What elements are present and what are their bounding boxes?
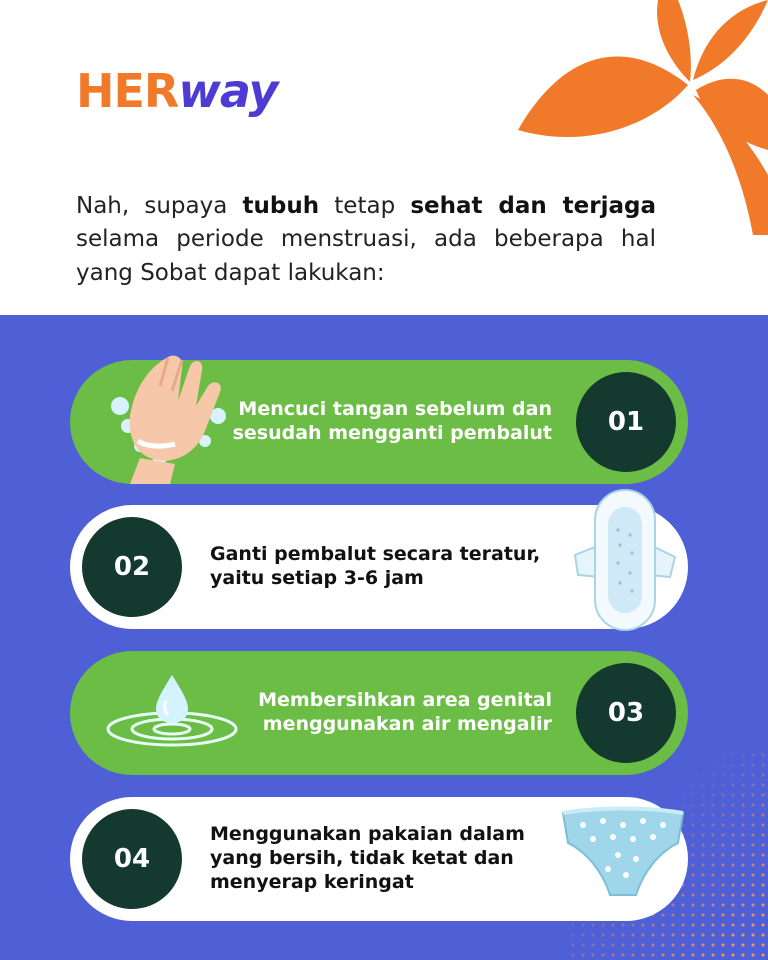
step-text-03 [258,689,552,737]
step-card-04 [70,797,688,921]
step-04-line-2: yang bersih, tidak ketat dan [210,846,514,869]
intro-bold-1: tubuh [242,193,320,219]
step-card-01 [70,360,688,484]
intro-text-1: Nah, supaya [76,193,243,219]
intro-text-2: tetap [319,193,411,219]
step-02-line-2: yaitu setiap 3-6 jam [210,566,424,589]
underwear-icon [558,803,688,903]
steps-panel [0,315,768,960]
step-04-line-3: menyerap keringat [210,870,414,893]
sanitary-pad-icon [570,485,680,635]
step-card-03 [70,651,688,775]
logo-her: HER [76,64,179,118]
step-text-02 [210,543,540,591]
step-01-line-2: sesudah mengganti pembalut [232,421,552,444]
step-02-line-1: Ganti pembalut secara teratur, [210,543,541,565]
step-text-01 [233,398,552,446]
step-01-line-1: Mencuci tangan sebelum dan [238,398,552,420]
step-04-line-1: Menggunakan pakaian dalam [210,823,525,845]
step-number-04: 04 [82,809,182,909]
step-number-02: 02 [82,517,182,617]
step-number-01: 01 [576,372,676,472]
herway-logo [76,64,278,118]
step-number-03: 03 [576,663,676,763]
step-card-02 [70,505,688,629]
intro-paragraph [76,190,656,290]
logo-way: way [178,64,278,118]
step-03-line-2: menggunakan air mengalir [262,712,552,735]
handwash-icon [100,346,250,484]
step-text-04 [210,823,525,894]
intro-text-3: selama periode menstruasi, ada beberapa hal yang Sobat dapat lakukan: [76,226,656,286]
intro-bold-2: sehat dan terjaga [410,193,656,219]
water-drop-icon [100,667,250,759]
step-03-line-1: Membersihkan area genital [258,689,552,711]
header-area [0,0,768,315]
